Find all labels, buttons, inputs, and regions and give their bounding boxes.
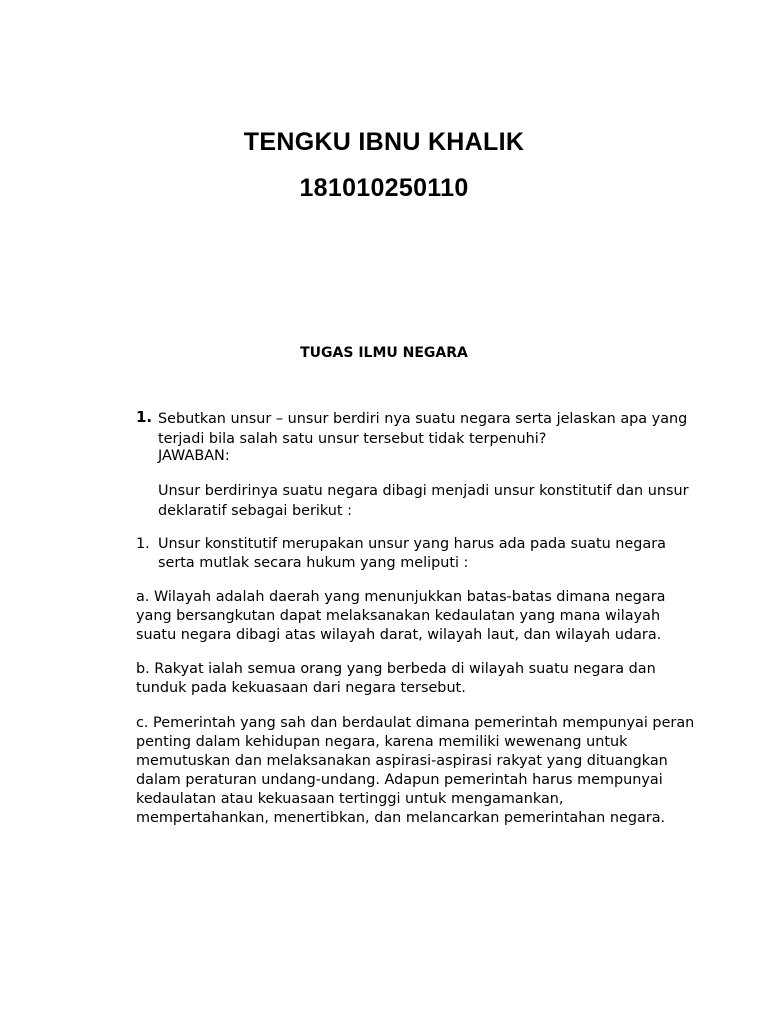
paragraph-line: dalam peraturan undang-undang. Adapun pemerintah harus mempunyai (136, 772, 663, 788)
question-line: terjadi bila salah satu unsur tersebut tidak terpenuhi? (158, 431, 547, 447)
question-text (158, 409, 687, 449)
paragraph-line: c. Pemerintah yang sah dan berdaulat dimana pemerintah mempunyai peran (136, 715, 695, 731)
paragraph-line: suatu negara dibagi atas wilayah darat, wilayah laut, dan wilayah udara. (136, 627, 662, 643)
question-line: Sebutkan unsur – unsur berdiri nya suatu negara serta jelaskan apa yang (158, 411, 688, 427)
answer-intro (158, 481, 689, 521)
paragraph-line: tunduk pada kekuasaan dari negara tersebut. (136, 680, 466, 696)
paragraph-line: yang bersangkutan dapat melaksanakan kedaulatan yang mana wilayah (136, 608, 661, 624)
paragraph-line: memutuskan dan melaksanakan aspirasi-aspirasi rakyat yang dituangkan (136, 753, 668, 769)
list-item-number: 1. (136, 536, 150, 552)
paragraph-line: kedaulatan atau kekuasaan tertinggi untuk mengamankan, (136, 791, 564, 807)
intro-line: Unsur berdirinya suatu negara dibagi menjadi unsur konstitutif dan unsur (158, 483, 689, 499)
paragraph-pemerintah (136, 714, 694, 828)
paragraph-rakyat (136, 660, 656, 698)
paragraph-line: b. Rakyat ialah semua orang yang berbeda di wilayah suatu negara dan (136, 661, 656, 677)
paragraph-line: a. Wilayah adalah daerah yang menunjukkan batas-batas dimana negara (136, 589, 666, 605)
list-item-line: serta mutlak secara hukum yang meliputi : (158, 555, 469, 571)
answer-label: JAWABAN: (158, 448, 230, 464)
student-id: 181010250110 (299, 174, 469, 202)
question-number: 1. (136, 408, 153, 426)
assignment-title: TUGAS ILMU NEGARA (300, 345, 468, 361)
list-item-line: Unsur konstitutif merupakan unsur yang harus ada pada suatu negara (158, 536, 666, 552)
author-name: TENGKU IBNU KHALIK (243, 128, 525, 156)
paragraph-line: mempertahankan, menertibkan, dan melancarkan pemerintahan negara. (136, 810, 666, 826)
intro-line: deklaratif sebagai berikut : (158, 503, 352, 519)
paragraph-wilayah (136, 588, 665, 645)
paragraph-line: penting dalam kehidupan negara, karena memiliki wewenang untuk (136, 734, 628, 750)
list-item-text (158, 535, 666, 573)
